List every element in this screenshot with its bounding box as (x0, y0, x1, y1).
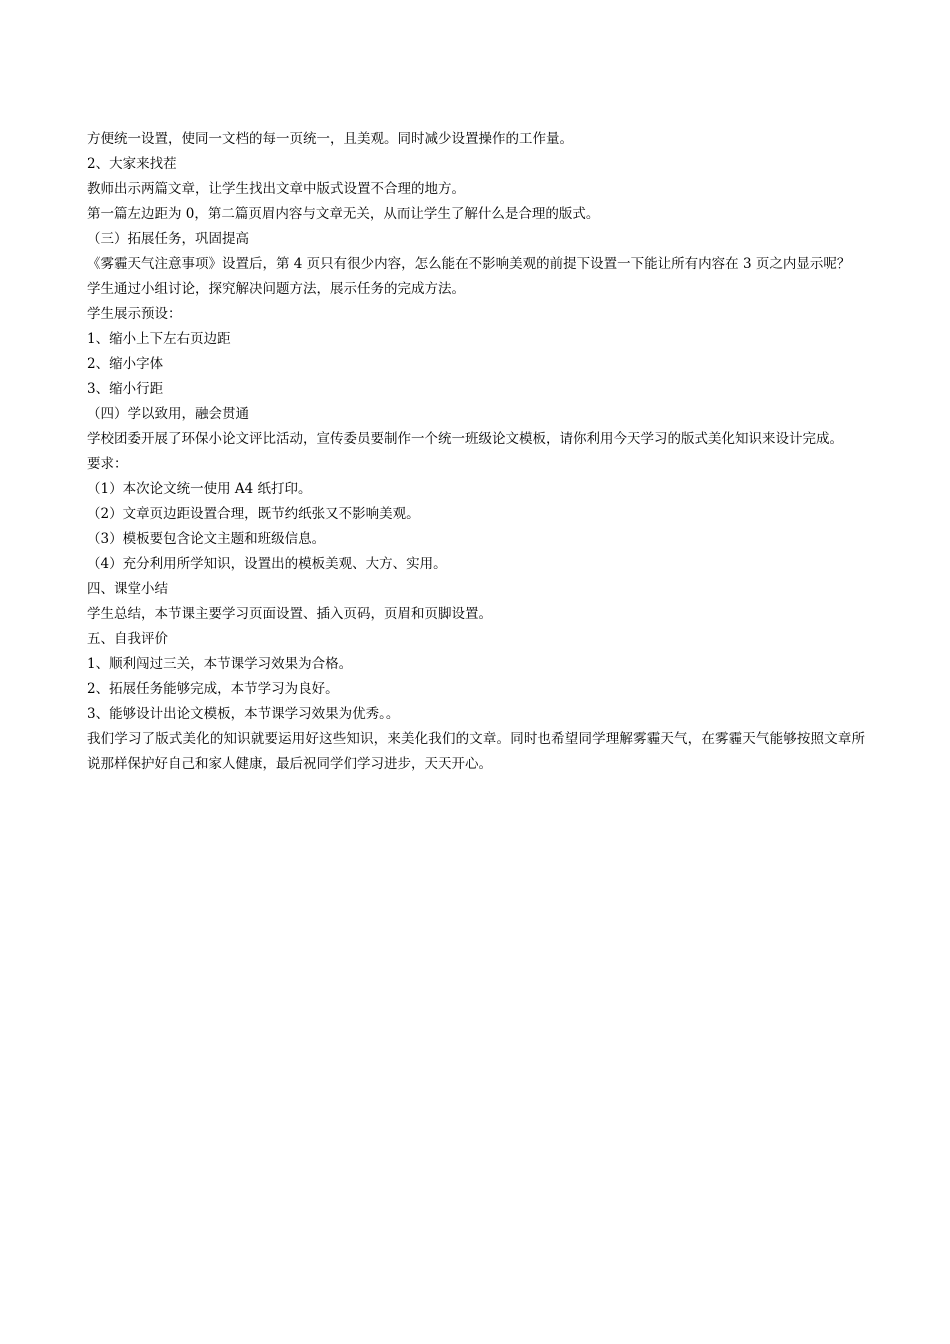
section-heading: （三）拓展任务，巩固提高 (87, 231, 249, 247)
list-item: （3）模板要包含论文主题和班级信息。 (87, 531, 326, 547)
section-heading: 四、课堂小结 (87, 581, 168, 597)
list-item: 1、缩小上下左右页边距 (87, 331, 231, 347)
list-item: 3、能够设计出论文模板，本节课学习效果为优秀。。 (87, 706, 400, 722)
section-heading: 2、大家来找茬 (87, 156, 177, 172)
section-heading: 五、自我评价 (87, 631, 168, 647)
text-paragraph: 《雾霾天气注意事项》设置后，第 4 页只有很少内容，怎么能在不影响美观的前提下设置一下能让所有内容在 3 页之内显示呢？ (87, 256, 851, 272)
text-line: 教师出示两篇文章，让学生找出文章中版式设置不合理的地方。 (87, 181, 465, 197)
text-line: 学生展示预设： (87, 306, 182, 322)
text-line: 方便统一设置，使同一文档的每一页统一，且美观。同时减少设置操作的工作量。 (87, 131, 573, 147)
text-paragraph: 我们学习了版式美化的知识就要运用好这些知识，来美化我们的文章。同时也希望同学理解雾霾天气，在雾霾天气能够按照文章所说那样保护好自己和家人健康，最后祝同学们学习进步，天天开心。 (87, 731, 865, 772)
list-item: 2、拓展任务能够完成，本节学习为良好。 (87, 681, 339, 697)
document-body (87, 127, 865, 777)
list-item: 3、缩小行距 (87, 381, 164, 397)
text-paragraph: 学校团委开展了环保小论文评比活动，宣传委员要制作一个统一班级论文模板，请你利用今天学习的版式美化知识来设计完成。 (87, 431, 843, 447)
list-item: （4）充分利用所学知识，设置出的模板美观、大方、实用。 (87, 556, 447, 572)
list-item: （1）本次论文统一使用 A4 纸打印。 (87, 481, 312, 497)
list-item: （2）文章页边距设置合理，既节约纸张又不影响美观。 (87, 506, 420, 522)
text-line: 要求： (87, 456, 128, 472)
text-line: 第一篇左边距为 0，第二篇页眉内容与文章无关，从而让学生了解什么是合理的版式。 (87, 206, 600, 222)
section-heading: （四）学以致用，融会贯通 (87, 406, 249, 422)
text-line: 学生通过小组讨论，探究解决问题方法，展示任务的完成方法。 (87, 281, 465, 297)
text-line: 学生总结，本节课主要学习页面设置、插入页码，页眉和页脚设置。 (87, 606, 492, 622)
list-item: 1、顺利闯过三关，本节课学习效果为合格。 (87, 656, 353, 672)
list-item: 2、缩小字体 (87, 356, 164, 372)
